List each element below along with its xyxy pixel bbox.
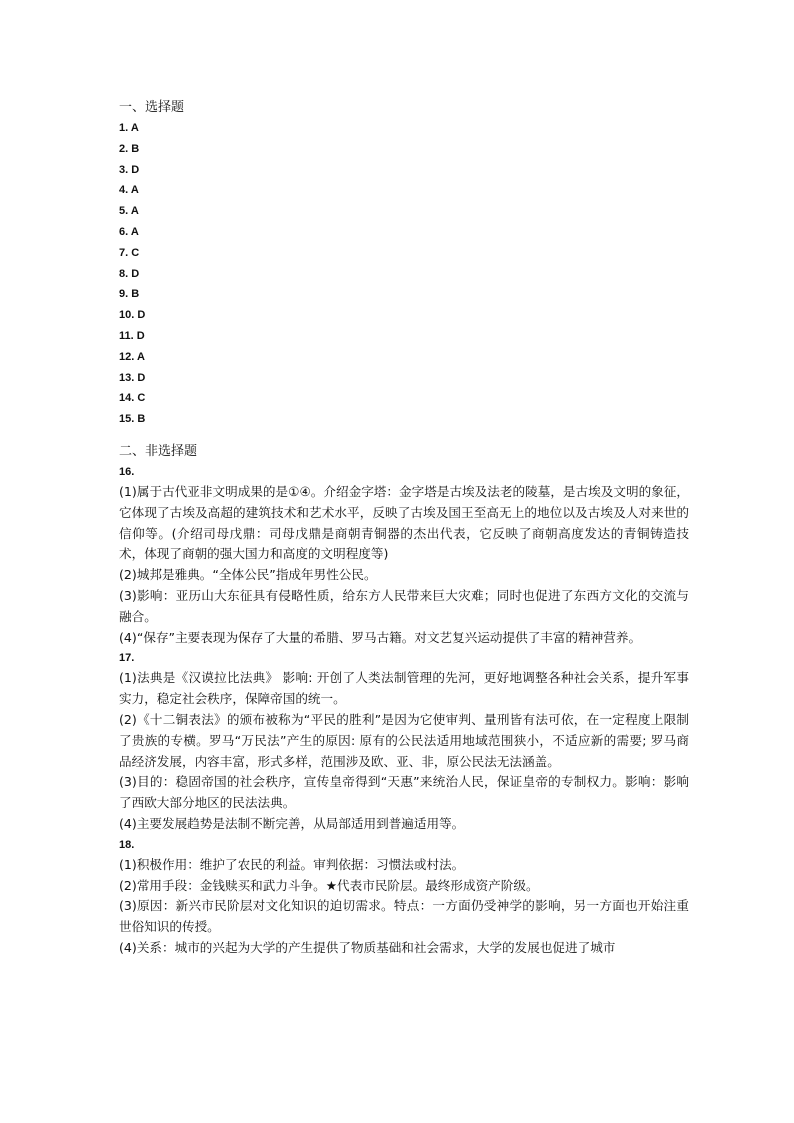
answer-item: 3. D — [119, 163, 140, 176]
answer-paragraph: (1)法典是《汉谟拉比法典》 影响: 开创了人类法制管理的先河，更好地调整各种社会关系，提升军事实力，稳定社会秩序，保障帝国的统一。 — [119, 670, 689, 707]
question-17 — [119, 648, 689, 834]
answer-paragraph: (1)积极作用：维护了农民的利益。审判依据：习惯法或村法。 — [119, 856, 465, 872]
answer-item: 9. B — [119, 288, 140, 301]
answer-item: 2. B — [119, 142, 140, 155]
answer-paragraph: (3)原因：新兴市民阶层对文化知识的迫切需求。特点：一方面仍受神学的影响，另一方面也开始注重世俗知识的传授。 — [119, 898, 689, 935]
question-number: 16. — [119, 465, 135, 478]
question-16 — [119, 462, 689, 648]
multiple-choice-answers — [119, 118, 689, 430]
answer-item: 1. A — [119, 122, 139, 134]
answer-paragraph: (2)常用手段：金钱赎买和武力斗争。★代表市民阶层。最终形成资产阶级。 — [119, 877, 539, 893]
question-number: 18. — [119, 838, 135, 851]
answer-item: 12. A — [119, 350, 145, 363]
section-title-non-choice: 二、非选择题 — [119, 443, 198, 459]
answer-item: 4. A — [119, 184, 139, 197]
answer-item: 10. D — [119, 309, 146, 322]
question-18 — [119, 835, 689, 959]
answer-item: 8. D — [119, 267, 140, 280]
answer-paragraph: (4)关系：城市的兴起为大学的产生提供了物质基础和社会需求，大学的发展也促进了城市 — [119, 939, 616, 955]
question-number: 17. — [119, 652, 135, 665]
answer-paragraph: (3)影响：亚历山大东征具有侵略性质，给东方人民带来巨大灾难；同时也促进了东西方文化的交流与融合。 — [119, 587, 689, 624]
answer-item: 6. A — [119, 225, 139, 238]
answer-item: 13. D — [119, 371, 146, 384]
section-spacer — [119, 430, 689, 442]
answer-paragraph: (1)属于古代亚非文明成果的是①④。介绍金字塔：金字塔是古埃及法老的陵墓，是古埃及文明的象征，它体现了古埃及高超的建筑技术和艺术水平，反映了古埃及国王至高无上的地位以及古埃及人对来世的信仰等。(介绍司母戊鼎：司母戊鼎是商朝青铜器的杰出代表，它反映了商朝高度发达的青铜铸造技术，体现了商朝的强大国力和高度的文明程度等) — [119, 483, 689, 562]
answer-item: 7. C — [119, 246, 140, 259]
answer-paragraph: (3)目的：稳固帝国的社会秩序，宣传皇帝得到“天惠”来统治人民，保证皇帝的专制权力。影响：影响了西欧大部分地区的民法法典。 — [119, 774, 689, 811]
answer-item: 14. C — [119, 392, 146, 405]
answer-item: 15. B — [119, 413, 146, 426]
answer-item: 11. D — [119, 329, 145, 342]
answer-sheet — [119, 98, 689, 959]
answer-paragraph: (2)城邦是雅典。“全体公民”指成年男性公民。 — [119, 567, 377, 583]
answer-item: 5. A — [119, 205, 139, 218]
answer-paragraph: (4)主要发展趋势是法制不断完善，从局部适用到普遍适用等。 — [119, 815, 465, 831]
section-title-multiple-choice: 一、选择题 — [119, 100, 185, 115]
answer-paragraph: (2)《十二铜表法》的颁布被称为“平民的胜利”是因为它使审判、量刑皆有法可依，在一定程度上限制了贵族的专横。罗马“万民法”产生的原因: 原有的公民法适用地域范围狭小，不适应新的需要; 罗马商品经济发展，内容丰富，形式多样，范围涉及欧、亚、非，原公民法无法涵盖。 — [119, 711, 689, 769]
answer-paragraph: (4)“保存”主要表现为保存了大量的希腊、罗马古籍。对文艺复兴运动提供了丰富的精神营养。 — [119, 629, 642, 645]
